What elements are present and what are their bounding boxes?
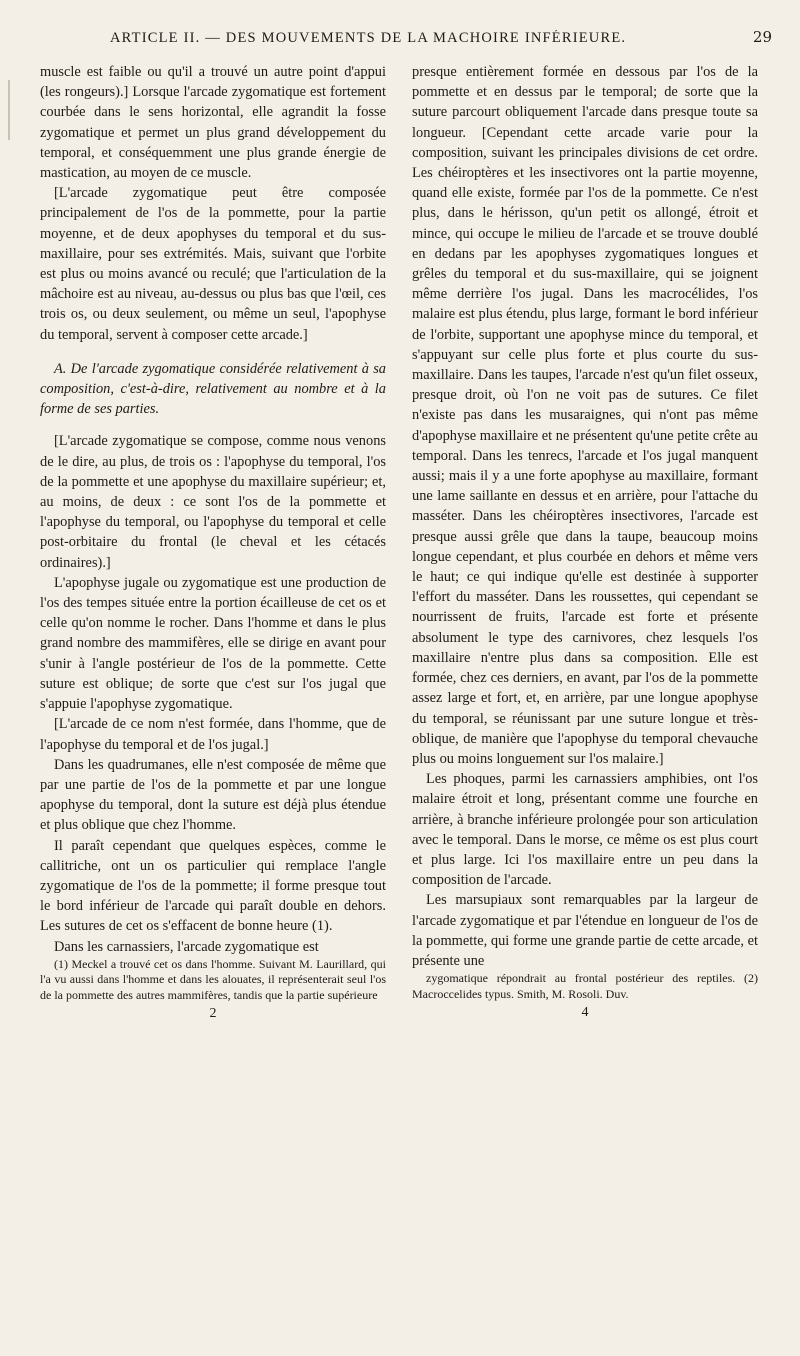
right-column	[412, 62, 758, 1337]
paragraph: muscle est faible ou qu'il a trouvé un autre point d'appui (les rongeurs).] Lorsque l'arcade zygomatique est fortement courbée dans le sens horizontal, elle agrandit la fosse zygomatique et permet un plus grand développement du temporal, et conséquemment une plus grande énergie de mastication, au moyen de ce muscle.	[40, 64, 386, 182]
paragraph: Les phoques, parmi les carnassiers amphibies, ont l'os malaire étroit et long, présentant comme une fourche en arrière, à branche inférieure prolongée pour son articulation avec le temporal. Dans le morse, ce même os est plus court et plus large. Ici l'os maxillaire entre un peu dans la composition de l'arcade.	[412, 771, 758, 889]
running-title: ARTICLE II. — DES MOUVEMENTS DE LA MACHOIRE INFÉRIEURE.	[110, 30, 627, 46]
paragraph: [L'arcade zygomatique peut être composée principalement de l'os de la pommette, pour la partie moyenne, et de deux apophyses du temporal et du sus-maxillaire, pour ses extrémités. Mais, suivant que l'orbite est plus ou moins avancé ou reculé; que l'articulation de la mâchoire est au niveau, au-dessus ou plus bas que l'œil, ces trois os, ou deux seulement, ou même un seul, l'apophyse du temporal, servent à composer cette arcade.]	[40, 185, 386, 343]
signature-mark: 4	[581, 1005, 589, 1021]
paragraph: Dans les quadrumanes, elle n'est composée de même que par une partie de l'os de la pommette et par une longue apophyse du temporal, dont la suture est déjà plus étendue et plus oblique que chez l'homme.	[40, 756, 386, 834]
section-heading: A. De l'arcade zygomatique considérée relativement à sa composition, c'est-à-dire, relativement au nombre et à la forme de ses parties.	[40, 360, 386, 418]
paragraph: L'apophyse jugale ou zygomatique est une production de l'os des tempes située entre la portion écailleuse de cet os et celle qu'on nomme le rocher. Dans l'homme et dans le plus grand nombre des mammifères, elle se dirige en avant pour s'unir à l'angle postérieur de l'os de la pommette. Cette suture est oblique; de sorte que c'est sur l'os jugal que s'appuie l'apophyse zygomatique.	[40, 574, 386, 713]
footnote: (1) Meckel a trouvé cet os dans l'homme. Suivant M. Laurillard, qui l'a vu aussi dans l'homme et dans les alouates, il représenterait seul l'os de la pommette des autres mammifères, tandis que la partie supérieure	[40, 956, 386, 1002]
binding-edge	[8, 80, 10, 140]
footnote: zygomatique répondrait au frontal postérieur des reptiles. (2) Macroccelides typus. Smith, M. Rosoli. Duv.	[412, 971, 758, 1001]
page-number: 29	[752, 28, 772, 46]
paragraph: Il paraît cependant que quelques espèces, comme le callitriche, ont un os particulier qui remplace l'angle zygomatique de l'os de la pommette; il forme presque tout le bord inférieur de l'arcade qui paraît double en dehors. Les sutures de cet os s'effacent de bonne heure (1).	[40, 837, 386, 935]
paragraph: Les marsupiaux sont remarquables par la largeur de l'arcade zygomatique et par l'étendue en longueur de l'os de la pommette, qui forme une grande partie de cette arcade, et présente une	[412, 892, 758, 969]
paragraph: [L'arcade zygomatique se compose, comme nous venons de le dire, au plus, de trois os : l'apophyse du temporal, l'os de la pommette et une apophyse du maxillaire supérieur; et, au moins, de deux : ce sont l'os de la pommette et l'apophyse du temporal, ou l'apophyse du temporal et celle post-orbitaire du frontal (le cheval et les cétacés ordinaires).]	[40, 433, 386, 571]
paragraph: presque entièrement formée en dessous par l'os de la pommette et en dessus par le temporal; de sorte que la suture parcourt obliquement l'arcade dans presque toute sa longueur. [Cependant cette arcade varie pour la composition, suivant les principales divisions de cet ordre. Les chéiroptères et les insectivores ont la partie moyenne, quand elle existe, formée par l'os de la pommette. Ce n'est plus, dans le hérisson, qu'un petit os allongé, étroit et mince, qui occupe le milieu de l'arcade et se trouve doublé en dedans par les apophyses zygomatiques longues et grêles du temporal et du sus-maxillaire, qui se joignent même derrière l'os jugal. Dans les macrocélides, l'os malaire est plus étendu, plus large, formant le bord inférieur de l'orbite, supportant une apophyse mince du temporal, et s'appuyant sur celle plus forte et plus courte du sus-maxillaire. Dans les taupes, l'arcade n'est qu'un filet osseux, presque droit, où l'on ne voit pas de sutures. Ce filet n'existe pas dans les musaraignes, qui n'ont pas même d'apophyse maxillaire et ne présentent qu'une petite crête au temporal. Dans les tenrecs, l'arcade et l'os jugal manquent aussi; mais il y a une forte apophyse au maxillaire, formant une lame saillante en dessus et en arrière, pour l'attache du masséter. Dans les chéiroptères insectivores, l'arcade est presque aussi grêle que dans la taupe, beaucoup moins longue cependant, et plus courbée en dehors et même vers le haut; ce qui indique qu'elle est destinée à supporter l'effort du masséter. Dans les roussettes, qui cependant se nourrissent de fruits, l'arcade est forte et présente absolument le type des carnivores, chez lesquels l'os maxillaire n'entre plus dans sa composition. Elle est formée, chez ces derniers, en avant, par l'os de la pommette assez large et fort, et, en arrière, par une longue apophyse du temporal, se réunissant par une suture longue et très-oblique, de manière que l'apophyse du temporal chevauche plus ou moins longuement sur l'os malaire.]	[412, 64, 758, 767]
paragraph: [L'arcade de ce nom n'est formée, dans l'homme, que de l'apophyse du temporal et de l'os jugal.]	[40, 716, 386, 753]
left-column	[40, 62, 386, 1337]
signature-mark: 2	[209, 1006, 217, 1022]
paragraph: Dans les carnassiers, l'arcade zygomatique est	[54, 938, 319, 955]
